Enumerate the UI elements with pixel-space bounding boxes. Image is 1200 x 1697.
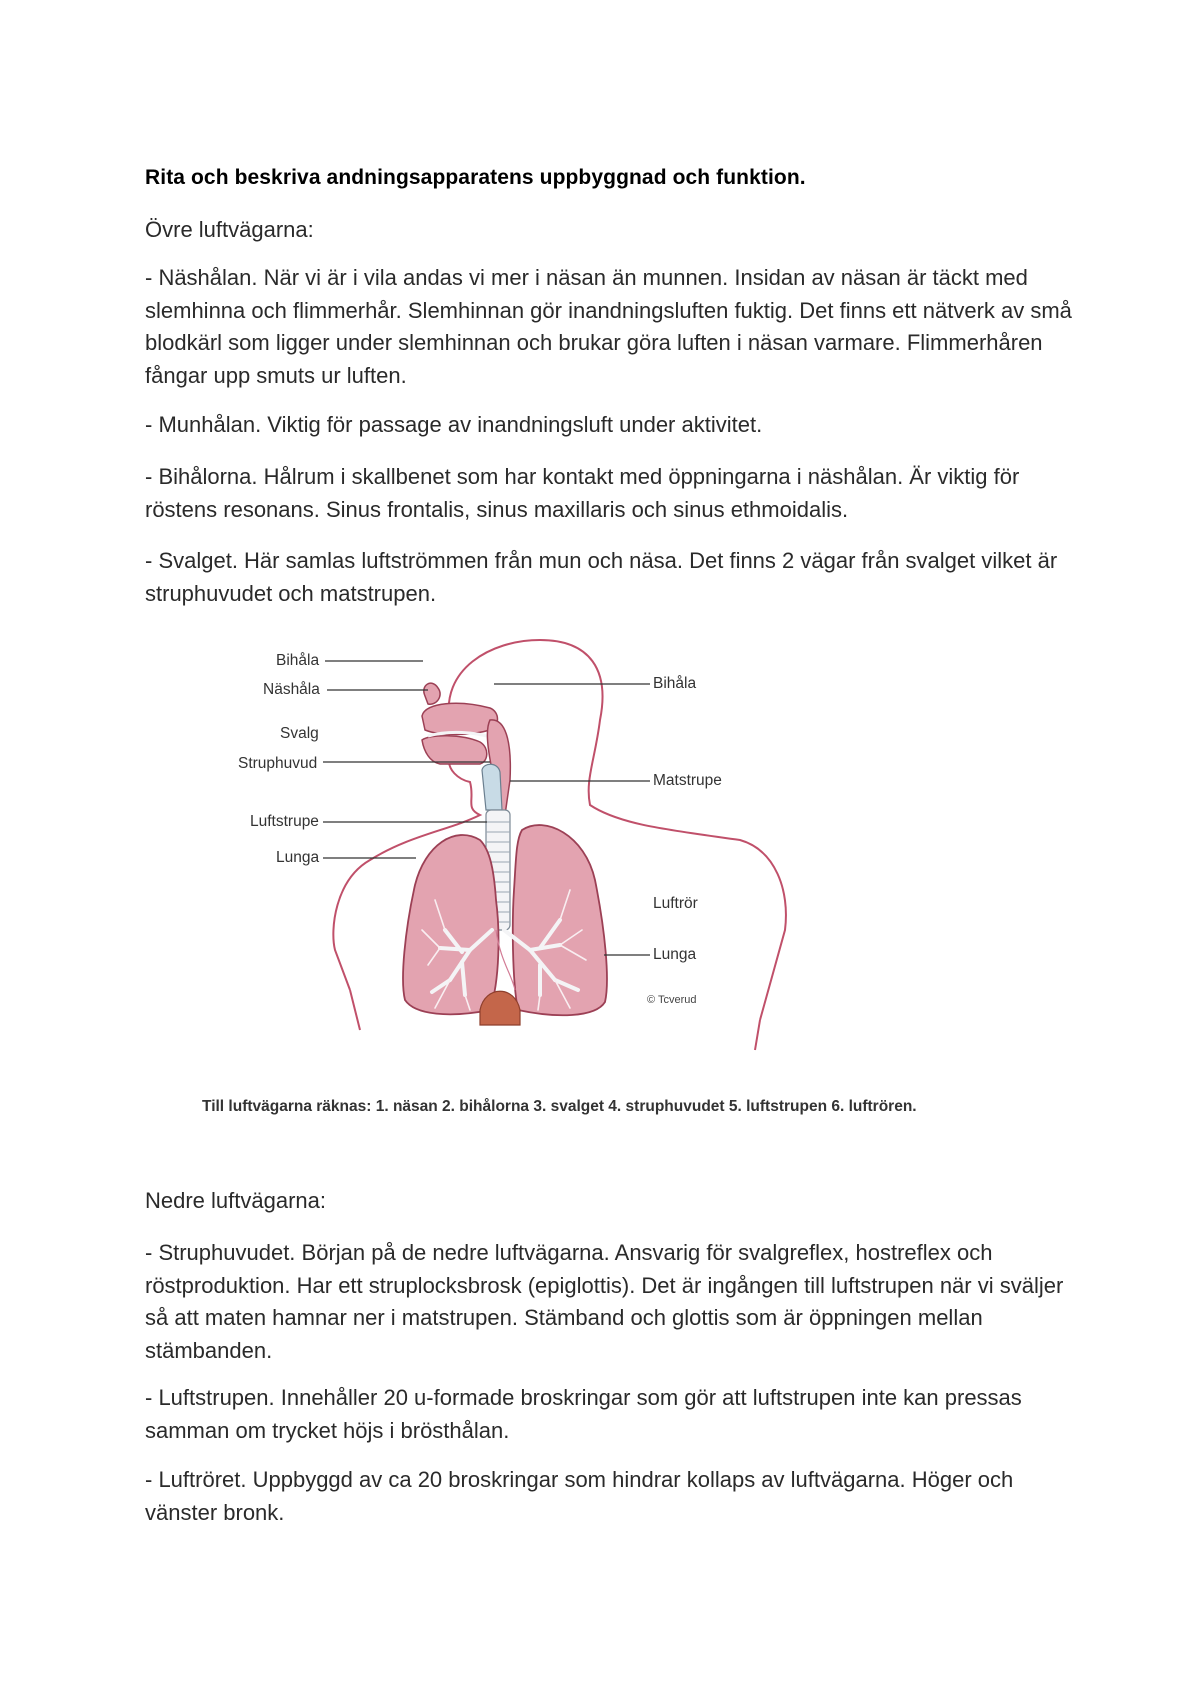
- label-sinus-right: Bihåla: [653, 675, 697, 692]
- label-nasal-cavity: Näshåla: [263, 681, 320, 698]
- copyright-note: © Tcverud: [647, 994, 697, 1006]
- paragraph-nasal-cavity: - Näshålan. När vi är i vila andas vi mer i näsan än munnen. Insidan av näsan är täckt med slemhinna och flimmerhår. Slemhinnan gör inandningsluften fuktig. Det finns ett nätverk av små blodkärl som ligger under slemhinnan och brukar göra luften i näsan varmare. Flimmerhåren fångar upp smuts ur luften.: [145, 265, 1072, 388]
- frontal-sinus: [424, 683, 440, 704]
- respiratory-system-figure: [200, 630, 880, 1140]
- paragraph-oral-cavity: - Munhålan. Viktig för passage av inandningsluft under aktivitet.: [145, 412, 763, 437]
- document-title: Rita och beskriva andningsapparatens uppbyggnad och funktion.: [145, 166, 806, 189]
- respiratory-diagram: [200, 630, 880, 1100]
- paragraph-larynx: - Struphuvudet. Början på de nedre luftvägarna. Ansvarig för svalgreflex, hostreflex och röstproduktion. Har ett struplocksbrosk (epiglottis). Det är ingången till luftstrupen när vi sväljer så att maten hamnar ner i matstrupen. Stämband och glottis som är öppningen mellan stämbanden.: [145, 1240, 1064, 1363]
- label-lung-left: Lunga: [276, 849, 320, 866]
- upper-airways-heading: Övre luftvägarna:: [145, 217, 314, 242]
- larynx: [482, 764, 502, 810]
- oral-cavity: [422, 736, 487, 764]
- label-bronchus: Luftrör: [653, 895, 698, 912]
- label-pharynx: Svalg: [280, 725, 319, 742]
- paragraph-trachea: - Luftstrupen. Innehåller 20 u-formade broskringar som gör att luftstrupen inte kan pressas samman om trycket höjs i brösthålan.: [145, 1385, 1022, 1443]
- label-esophagus: Matstrupe: [653, 772, 722, 789]
- left-lung: [403, 835, 498, 1014]
- label-trachea: Luftstrupe: [250, 813, 319, 830]
- figure-caption: Till luftvägarna räknas: 1. näsan 2. bihålorna 3. svalget 4. struphuvudet 5. luftstrupen 6. luftrören.: [202, 1098, 917, 1115]
- paragraph-sinuses: - Bihålorna. Hålrum i skallbenet som har kontakt med öppningarna i näshålan. Är viktig för röstens resonans. Sinus frontalis, sinus maxillaris och sinus ethmoidalis.: [145, 464, 1020, 522]
- label-lung-right: Lunga: [653, 946, 697, 963]
- paragraph-bronchi: - Luftröret. Uppbyggd av ca 20 broskringar som hindrar kollaps av luftvägarna. Höger och vänster bronk.: [145, 1467, 1014, 1525]
- paragraph-pharynx: - Svalget. Här samlas luftströmmen från mun och näsa. Det finns 2 vägar från svalget vilket är struphuvudet och matstrupen.: [145, 548, 1058, 606]
- label-larynx: Struphuvud: [238, 755, 318, 772]
- nasal-cavity: [422, 703, 498, 734]
- label-sinus-left: Bihåla: [276, 652, 320, 669]
- lower-airways-heading: Nedre luftvägarna:: [145, 1188, 326, 1213]
